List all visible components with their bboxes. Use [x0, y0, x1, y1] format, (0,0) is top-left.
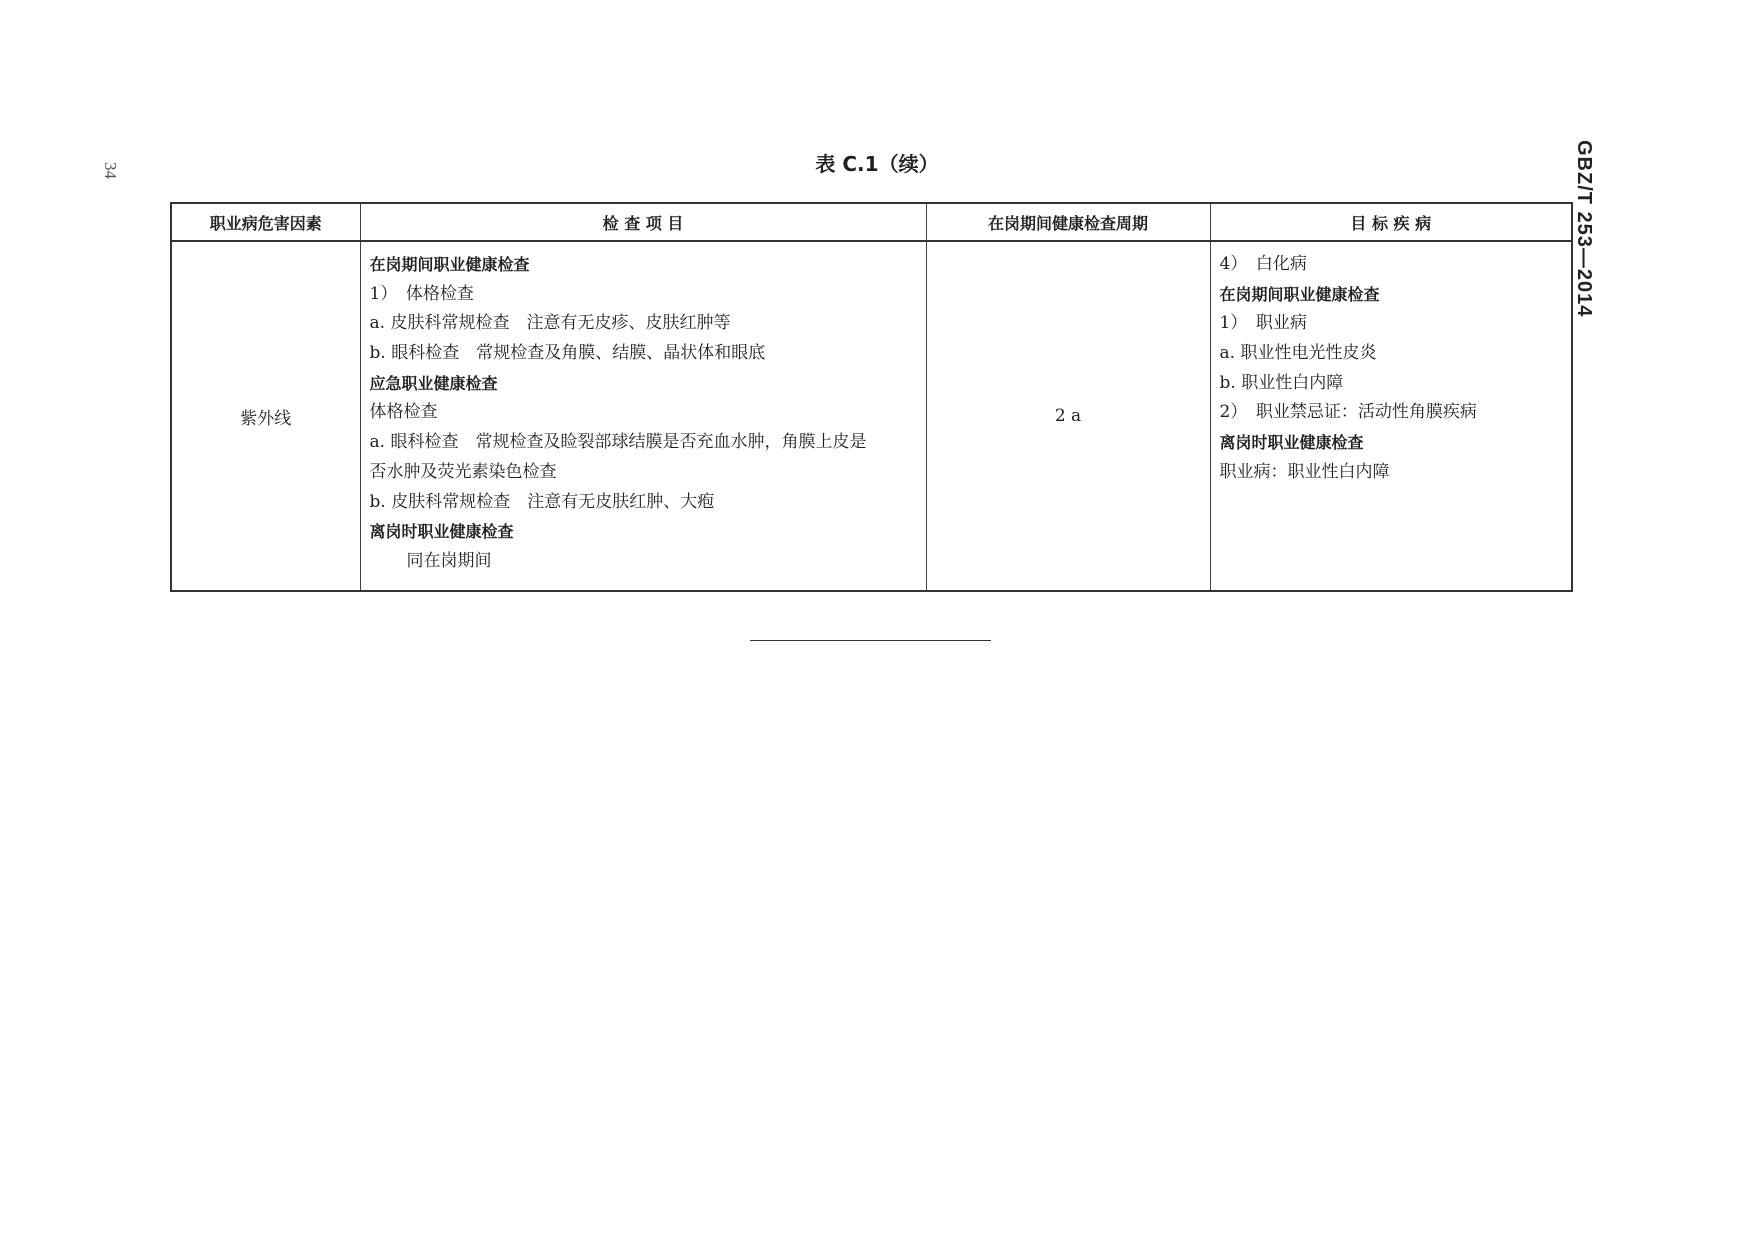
list-item: b. 职业性白内障	[1219, 372, 1344, 393]
section-heading-in-service: 在岗期间职业健康检查	[369, 255, 530, 274]
list-item: a. 职业性电光性皮炎	[1219, 343, 1377, 364]
list-item: 4） 白化病	[1219, 254, 1307, 274]
list-item: 2） 职业禁忌证：活动性角膜疾病	[1219, 402, 1477, 423]
header-target-diseases: 目 标 疾 病	[1210, 203, 1572, 241]
section-heading-emergency: 应急职业健康检查	[369, 373, 498, 393]
page-number: 34	[101, 162, 120, 179]
list-item: b. 眼科检查 常规检查及角膜、结膜、晶状体和眼底	[369, 343, 766, 364]
table-row	[171, 241, 1572, 591]
standard-code: GBZ/T 253—2014	[1573, 140, 1595, 318]
header-hazard-factor: 职业病危害因素	[171, 203, 360, 241]
table-title: 表 C.1（续）	[815, 152, 939, 176]
target-diseases-cell	[1210, 241, 1572, 591]
exam-items-cell	[360, 241, 926, 591]
list-item: a. 眼科检查 常规检查及睑裂部球结膜是否充血水肿，角膜上皮是	[369, 432, 867, 453]
section-heading-in-service: 在岗期间职业健康检查	[1219, 284, 1380, 304]
header-row	[171, 203, 1572, 241]
list-item: b. 皮肤科常规检查 注意有无皮肤红肿、大疱	[369, 491, 715, 512]
check-period-cell: 2 a	[926, 241, 1210, 591]
health-check-table	[170, 202, 1573, 592]
table-header	[171, 203, 1572, 241]
section-heading-leaving: 离岗时职业健康检查	[369, 522, 514, 542]
list-item: a. 皮肤科常规检查 注意有无皮疹、皮肤红肿等	[369, 313, 731, 334]
header-check-period: 在岗期间健康检查周期	[926, 203, 1210, 241]
list-item: 1） 职业病	[1219, 313, 1307, 334]
list-item: 否水肿及荧光素染色检查	[369, 461, 557, 482]
hazard-factor-cell: 紫外线	[171, 241, 360, 591]
end-rule	[750, 640, 991, 641]
list-item: 1） 体格检查	[369, 283, 474, 304]
list-item: 同在岗期间	[406, 550, 492, 571]
section-heading-leaving: 离岗时职业健康检查	[1219, 433, 1364, 453]
list-item: 体格检查	[369, 402, 438, 423]
header-exam-items: 检 查 项 目	[360, 203, 926, 241]
list-item: 职业病：职业性白内障	[1219, 461, 1390, 482]
